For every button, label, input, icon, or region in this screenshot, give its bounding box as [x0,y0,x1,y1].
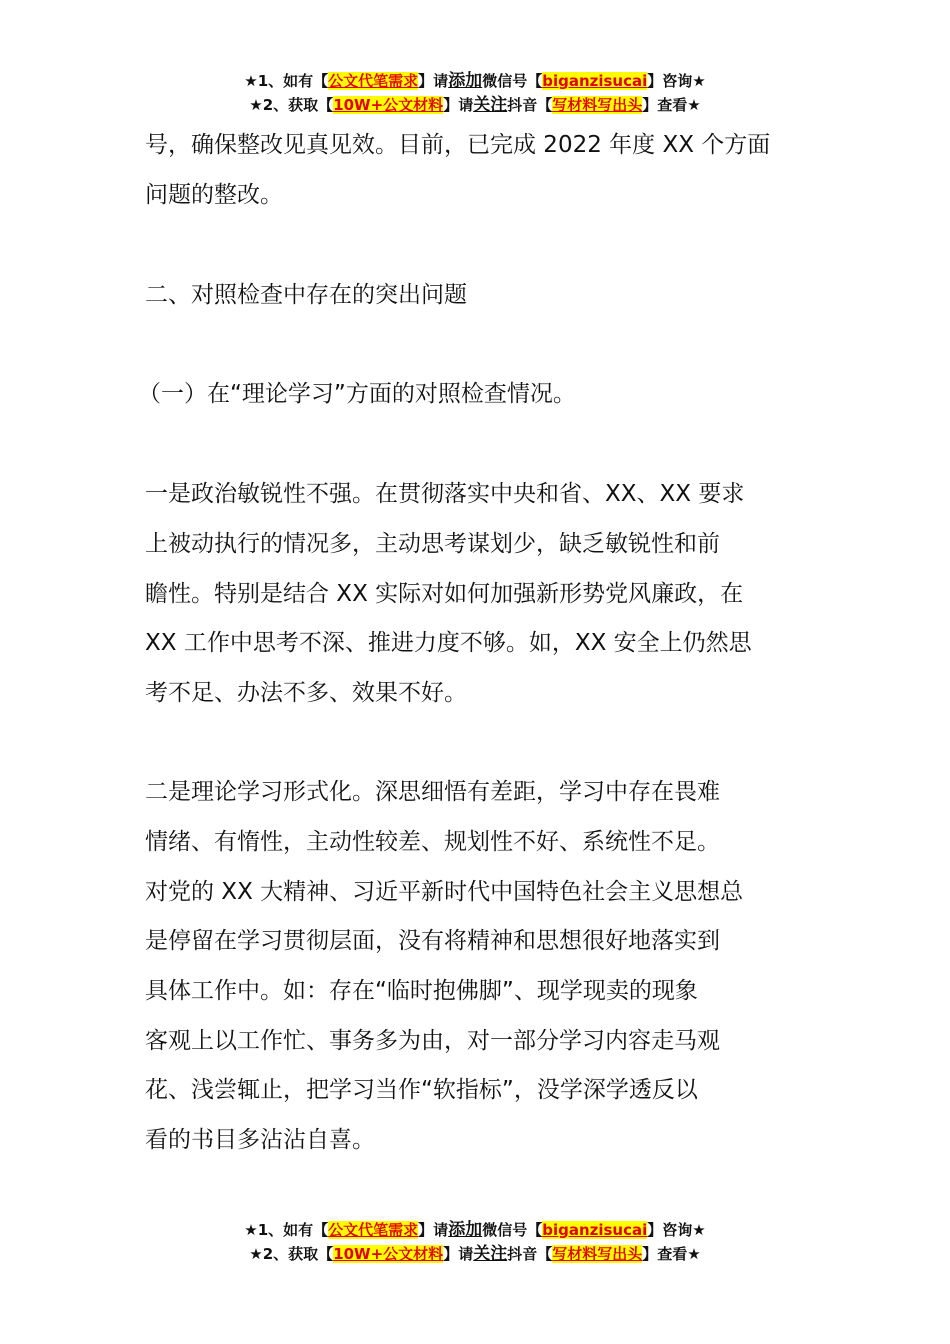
text-line: 客观上以工作忙、事务多为由，对一部分学习内容走马观 [145,1028,720,1054]
banner-line-1: ★1、如有【公文代笔需求】请添加微信号【biganzisucai】咨询★ [244,71,706,91]
text-line: 上被动执行的情况多，主动思考谋划少，缺乏敏锐性和前 [145,531,720,557]
text-line: 号，确保整改见真见效。目前，已完成 2022 年度 XX 个方面 [145,132,771,158]
banner-line-2: ★2、获取【10W+公文材料】请关注抖音【写材料写出头】查看★ [249,1244,701,1264]
text-line: 考不足、办法不多、效果不好。 [145,680,467,706]
text-line: 看的书目多沾沾自喜。 [145,1127,375,1153]
text-line: 花、浅尝辄止，把学习当作“软指标”，没学深学透反以 [145,1077,698,1103]
text-line: 情绪、有惰性，主动性较差、规划性不好、系统性不足。 [145,829,720,855]
bottom-banner [0,1218,950,1266]
text-line: 二是理论学习形式化。深思细悟有差距，学习中存在畏难 [145,779,720,805]
text-line: 是停留在学习贯彻层面，没有将精神和思想很好地落实到 [145,928,720,954]
section-heading: 二、对照检查中存在的突出问题 [145,282,467,308]
banner-line-1: ★1、如有【公文代笔需求】请添加微信号【biganzisucai】咨询★ [244,1220,706,1240]
top-banner [0,69,950,117]
text-line: 对党的 XX 大精神、习近平新时代中国特色社会主义思想总 [145,879,744,905]
text-line: 问题的整改。 [145,182,283,208]
banner-line-2: ★2、获取【10W+公文材料】请关注抖音【写材料写出头】查看★ [249,95,701,115]
subsection-heading: （一）在“理论学习”方面的对照检查情况。 [138,381,576,407]
text-line: 瞻性。特别是结合 XX 实际对如何加强新形势党风廉政，在 [145,581,744,607]
text-line: 一是政治敏锐性不强。在贯彻落实中央和省、XX、XX 要求 [145,481,745,507]
text-line: 具体工作中。如：存在“临时抱佛脚”、现学现卖的现象 [145,978,698,1004]
text-line: XX 工作中思考不深、推进力度不够。如，XX 安全上仍然思 [145,630,752,656]
